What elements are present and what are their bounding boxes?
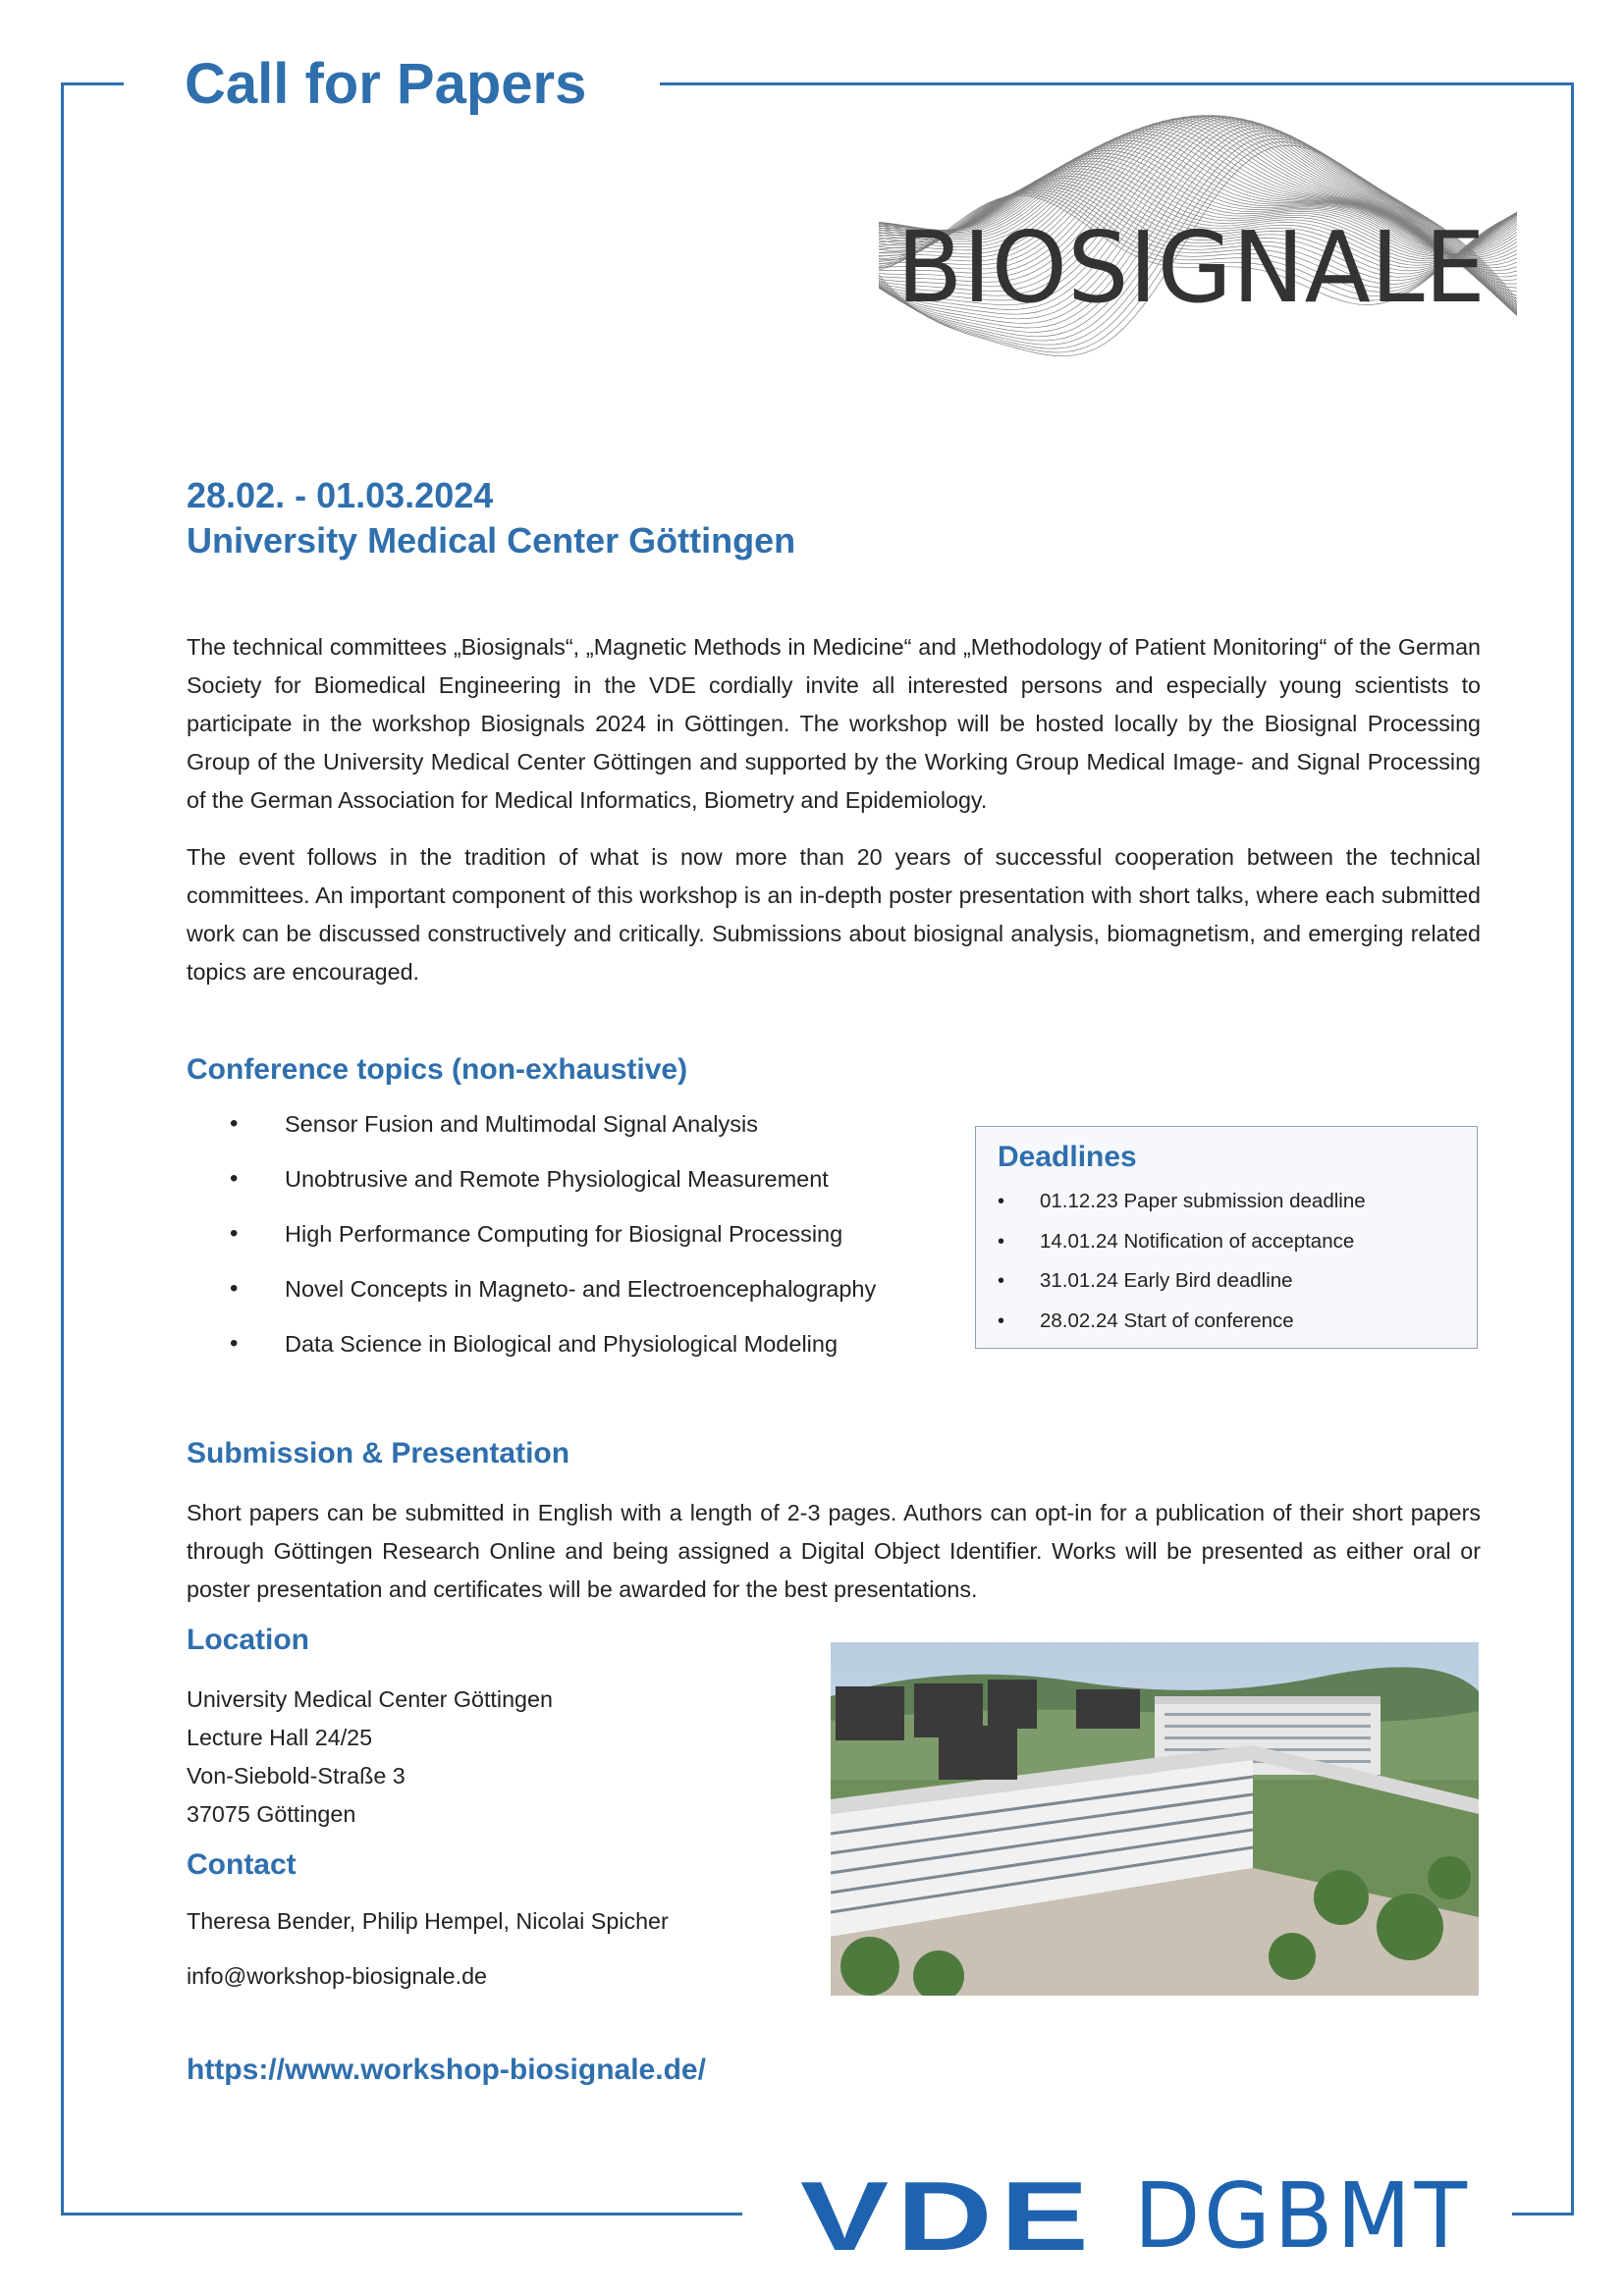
list-item: • Sensor Fusion and Multimodal Signal Analysis	[228, 1108, 876, 1163]
intro-paragraph-2: The event follows in the tradition of what is now more than 20 years of successful cooperation between the technical committees. An important component of this workshop is an in-depth poster presentation with short talks, where each submitted work can be discussed constructively and critically. Submissions about biosignal analysis, biomagnetism, and emerging related topics are encouraged.	[187, 844, 1481, 985]
location-heading: Location	[187, 1624, 309, 1656]
event-dates: 28.02. - 01.03.2024	[187, 475, 494, 515]
intro-paragraph-1: The technical committees „Biosignals“, „Magnetic Methods in Medicine“ and „Methodology of Patient Monitoring“ of the German Society for Biomedical Engineering in the VDE cordially invite all interested persons and especially young scientists to participate in the workshop Biosignals 2024 in Göttingen. The workshop will be hosted locally by the Biosignal Processing Group of the University Medical Center Göttingen and supported by the Working Group Medical Image- and Signal Processing of the German Association for Medical Informatics, Biometry and Epidemiology.	[187, 634, 1481, 813]
list-item: • 31.01.24 Early Bird deadline	[998, 1267, 1366, 1308]
event-info	[187, 473, 795, 563]
list-item: • Unobtrusive and Remote Physiological Measurement	[228, 1163, 876, 1218]
dgbmt-wordmark: DGBMT	[1134, 2163, 1471, 2269]
biosignale-logo	[879, 110, 1517, 419]
frame-top-left	[61, 82, 124, 85]
deadlines-list	[998, 1188, 1366, 1347]
address-line: Von-Siebold-Straße 3	[187, 1763, 406, 1789]
topics-list	[228, 1108, 876, 1383]
contact-heading: Contact	[187, 1848, 297, 1881]
deadlines-box	[975, 1126, 1478, 1349]
svg-text:BIOSIGNALE: BIOSIGNALE	[896, 210, 1486, 325]
contact-email-link[interactable]: info@workshop-biosignale.de	[187, 1963, 487, 1989]
frame-left	[61, 82, 64, 2216]
frame-bottom-right	[1512, 2213, 1574, 2216]
page-title: Call for Papers	[185, 52, 587, 116]
address-line: University Medical Center Göttingen	[187, 1686, 553, 1712]
location-address	[187, 1681, 553, 1834]
frame-top-right	[660, 82, 1574, 85]
frame-bottom-left	[61, 2213, 742, 2216]
website-link[interactable]: https://www.workshop-biosignale.de/	[187, 2054, 706, 2086]
contact-names: Theresa Bender, Philip Hempel, Nicolai Spicher	[187, 1908, 669, 1934]
list-item: • Data Science in Biological and Physiological Modeling	[228, 1328, 876, 1383]
address-line: 37075 Göttingen	[187, 1801, 356, 1827]
submission-paragraph: Short papers can be submitted in English with a length of 2-3 pages. Authors can opt-in for a publication of their short papers through Göttingen Research Online and being assigned a Digital Object Identifier. Works will be presented as either oral or poster presentation and certificates will be awarded for the best presentations.	[187, 1500, 1481, 1602]
campus-photo	[831, 1642, 1479, 1996]
topics-heading: Conference topics (non-exhaustive)	[187, 1053, 688, 1086]
deadlines-heading: Deadlines	[998, 1141, 1137, 1173]
submission-heading: Submission & Presentation	[187, 1437, 570, 1469]
vde-wordmark: VDE	[800, 2162, 1097, 2271]
list-item: • 01.12.23 Paper submission deadline	[998, 1188, 1366, 1228]
frame-right	[1571, 82, 1574, 2216]
address-line: Lecture Hall 24/25	[187, 1725, 373, 1750]
list-item: • High Performance Computing for Biosignal Processing	[228, 1218, 876, 1273]
list-item: • Novel Concepts in Magneto- and Electroencephalography	[228, 1273, 876, 1328]
list-item: • 28.02.24 Start of conference	[998, 1308, 1366, 1348]
event-venue: University Medical Center Göttingen	[187, 520, 796, 561]
list-item: • 14.01.24 Notification of acceptance	[998, 1228, 1366, 1268]
